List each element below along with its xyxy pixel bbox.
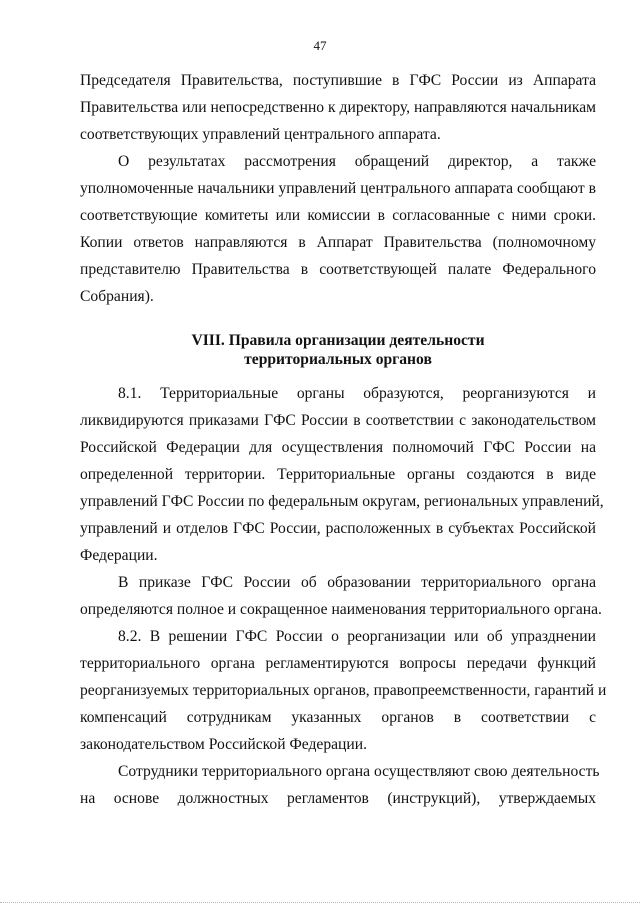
text-line: управлений ГФС России по федеральным округам, региональных управлений,: [80, 493, 604, 510]
section-heading: VIII. Правила организации деятельности: [191, 332, 485, 349]
text-line: О результатах рассмотрения обращений директор, а также: [118, 153, 596, 170]
text-line: соответствующие комитеты или комиссии в согласованные с ними сроки.: [80, 207, 596, 224]
section-heading: территориальных органов: [244, 351, 432, 368]
text-line: Российской Федерации для осуществления полномочий ГФС России на: [80, 439, 596, 456]
page-number: 47: [313, 38, 327, 53]
text-line: В приказе ГФС России об образовании территориального органа: [118, 574, 596, 591]
text-line: уполномоченные начальники управлений центрального аппарата сообщают в: [80, 180, 596, 197]
text-line: определяются полное и сокращенное наименования территориального органа.: [80, 601, 602, 618]
text-line: управлений и отделов ГФС России, расположенных в субъектах Российской: [80, 520, 596, 537]
text-line: Собрания).: [80, 288, 154, 305]
text-line: компенсаций сотрудникам указанных органов в соответствии с: [80, 709, 596, 726]
text-line: представителю Правительства в соответствующей палате Федерального: [80, 261, 596, 278]
text-line: Копии ответов направляются в Аппарат Правительства (полномочному: [80, 234, 596, 251]
text-line: реорганизуемых территориальных органов, правопреемственности, гарантий и: [80, 682, 607, 699]
text-line: определенной территории. Территориальные органы создаются в виде: [80, 466, 596, 483]
text-line: Председателя Правительства, поступившие в ГФС России из Аппарата: [80, 72, 596, 89]
text-line: ликвидируются приказами ГФС России в соответствии с законодательством: [80, 412, 596, 429]
text-line: 8.1. Территориальные органы образуются, реорганизуются и: [118, 385, 596, 402]
text-line: законодательством Российской Федерации.: [80, 736, 367, 753]
text-line: Правительства или непосредственно к директору, направляются начальникам: [80, 99, 596, 116]
text-line: 8.2. В решении ГФС России о реорганизации или об упразднении: [118, 628, 596, 645]
text-line: Сотрудники территориального органа осуществляют свою деятельность: [118, 763, 600, 780]
text-line: на основе должностных регламентов (инструкций), утверждаемых: [80, 790, 596, 807]
text-line: соответствующих управлений центрального аппарата.: [80, 126, 441, 143]
text-line: территориального органа регламентируются вопросы передачи функций: [80, 655, 596, 672]
text-line: Федерации.: [80, 547, 158, 564]
scan-edge-mark: [0, 902, 640, 903]
